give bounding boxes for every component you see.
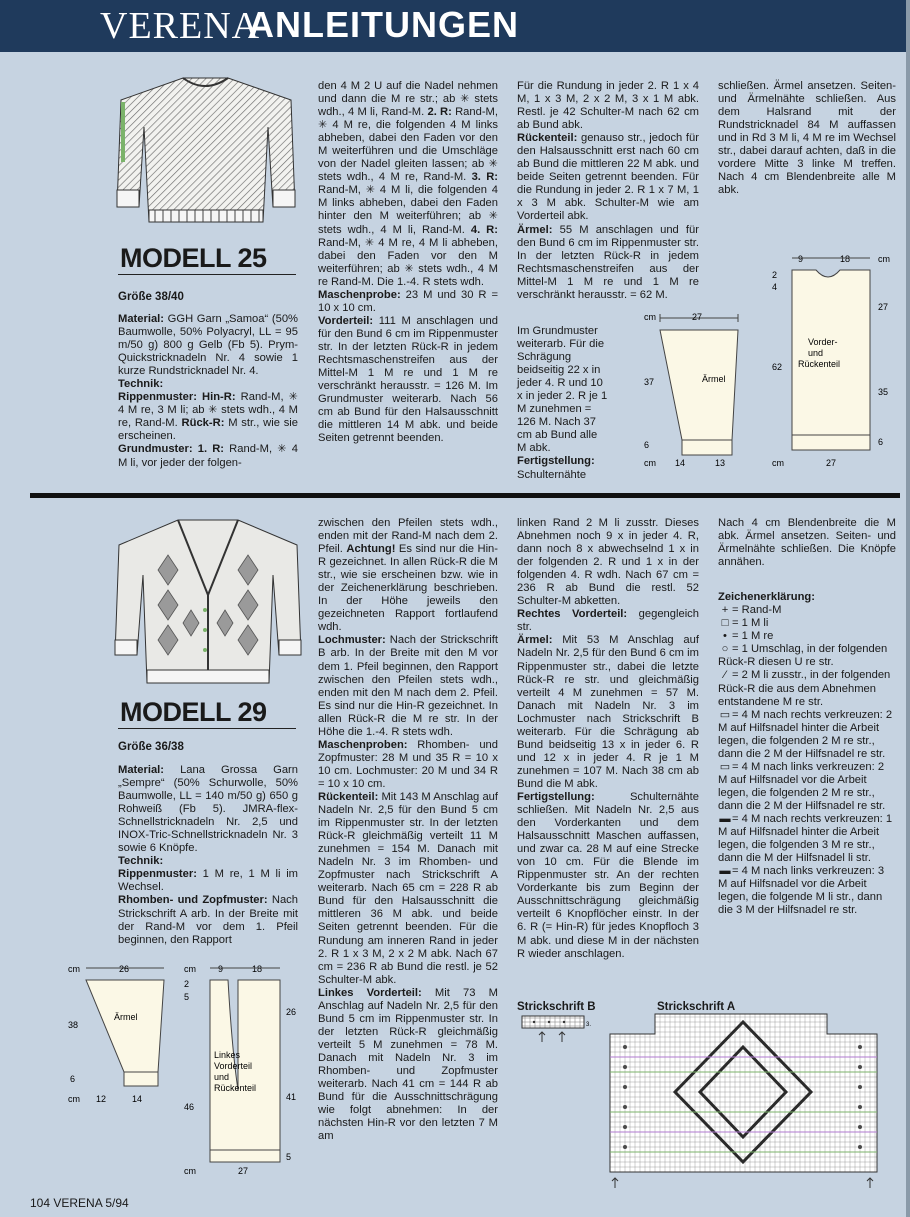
sleeve29-cm-bot: cm [68, 1094, 80, 1104]
sleeve-label: Ärmel [702, 374, 726, 384]
body29-width-bot: 27 [238, 1166, 249, 1176]
model-29-size: Größe 36/38 [118, 741, 184, 753]
body-h3: 35 [878, 387, 889, 397]
body29-h1: 26 [286, 1007, 297, 1017]
m25-technik: Technik: [118, 378, 164, 391]
legend-title: Zeichenerklärung: [718, 591, 815, 604]
m25-grund: Grundmuster: 1. R: Rand-M, ✳ 4 M li, vor jeder der folgen- [118, 443, 298, 469]
model-25-col-2: den 4 M 2 U auf die Nadel nehmen und dann die M re str.; ab ✳ stets wdh., 4 M li, Rand-M. 2. R: Rand-M, ✳ 4 M re, die folgenden 4 M links abheben, dabei den Faden vor den M weiterführen und die Umschläge von der Nadel gleiten lassen; ab ✳ stets wdh., 4 M re, Rand-M. 3. R: Rand-M, ✳ 4 M li, die folgenden 4 M links abheben, dabei den Faden hinter den M weiterführen; ab ✳ stets wdh., 4 M li, Rand-M. 4. R: Rand-M, ✳ 4 M re, 4 M li abheben, dabei den Faden vor den M weiterführen; ab ✳ stets wdh., 4 M re Rand-M. Die 1.-4. R stets wdh. Maschenprobe: 23 M und 30 R = 10 x 10 cm. Vorderteil: 111 M anschlagen und für den Bund 6 cm im Rippenmuster str. In der letzten Rück-R in jedem Rechtsmaschenstreifen aus der Mittel-M 1 M re und 1 M re verschränkt herausstr. = 126 M. Im Grundmuster weiterarb. Nach 56 cm ab Bund für den Halsausschnitt die mittleren 14 M abk. und beide Seiten getrennt beenden. [318, 80, 498, 445]
model-25-col-3b: Im Grundmuster weiterarb. Für die Schrägung beidseitig 22 x in jeder 4. R und 10 x in jeder 2. R je 1 M zunehmen = 126 M. Nach 37 cm ab Bund alle M abk. Fertigstellung: Schulternähte [517, 325, 608, 481]
sweater-25-illustration [113, 72, 298, 232]
body29-s1: 2 [184, 979, 190, 989]
body-cm-bot: cm [772, 458, 784, 468]
body-cm-top: cm [878, 254, 890, 264]
sleeve29-w2: 14 [132, 1094, 143, 1104]
body29-cm-top: cm [184, 964, 196, 974]
sleeve29-cuff: 6 [70, 1074, 76, 1084]
section-divider [30, 493, 900, 498]
m25-sleeve-schematic [640, 310, 740, 475]
model-29-title: MODELL 29 [120, 697, 267, 727]
sleeve-cuff-height: 6 [644, 440, 650, 450]
chart-b-title: Strickschrift B [517, 1001, 596, 1013]
body-shoulder1: 2 [772, 270, 778, 280]
sleeve29-w1: 12 [96, 1094, 107, 1104]
body29-top2: 18 [252, 964, 263, 974]
m29-sleeve-schematic [64, 960, 174, 1110]
svg-text:3.: 3. [586, 1022, 592, 1028]
m25-rippen: Rippenmuster: Hin-R: Rand-M, ✳ 4 M re, 3 M li; ab ✳ stets wdh., 4 M re, Rand-M. Rück-R: M str., wie sie erscheinen. [118, 391, 298, 443]
body-shoulder2: 4 [772, 282, 778, 292]
section-title: ANLEITUNGEN [248, 4, 519, 45]
body-h4: 6 [878, 437, 884, 447]
chart-a-title: Strickschrift A [657, 1001, 736, 1013]
chart-b-grid [520, 1014, 600, 1044]
body-label2: und [808, 348, 824, 358]
body29-h3: 41 [286, 1092, 297, 1102]
model-29-rule [118, 728, 296, 729]
cardigan-29-illustration [113, 515, 303, 690]
model-29-col-3: linken Rand 2 M li zusstr. Dieses Abnehmen noch 9 x in jeder 4. R, dann noch 8 x abwechselnd 1 x in der folgenden 2. R und 1 x in der folgenden 4. R wdh. Nach 67 cm = 236 R ab Bund die restl. 52 Schulter-M abketten. Rechtes Vorderteil: gegengleich str. Ärmel: Mit 53 M Anschlag auf Nadeln Nr. 2,5 für den Bund 6 cm im Rippenmuster str., dabei die letzte Rück-R re str. und gleichmäßig verteilt 4 M zunehmen = 57 M. Danach mit Nadeln Nr. 3 im Lochmuster nach Strickschrift B weiterarb. Für die Schrägung ab Bund beidseitig 13 x in jeder 6. R und 12 x in jeder 4. R je 1 M zunehmen = 107 M. Nach 38 cm ab Bund die M abk. Fertigstellung: Schulternähte schließen. Mit Nadeln Nr. 2,5 aus den Vorderkanten und dem Halsausschnitt Maschen auffassen, und zwar ca. 28 M auf eine Strecke von 10 cm. Für die Blende im Rippenmuster str. An der rechten Vorderkante bis zum Beginn der Ausschnittschrägung gleichmäßig verteilt 6 Knopflöcher einstr. In der 6. R (= Hin-R) für jedes Knopfloch 3 M abk. und diese M in der nächsten R wieder anschlagen. [517, 517, 699, 960]
m29-body-schematic [180, 960, 305, 1180]
m25-body-schematic [768, 250, 898, 475]
body29-h2: 46 [184, 1102, 195, 1112]
sleeve-cm-bot: cm [644, 458, 656, 468]
body-h2: 62 [772, 362, 783, 372]
body29-label3: und [214, 1072, 230, 1082]
body29-label4: Rückenteil [214, 1083, 257, 1093]
brand-logo: VERENA [100, 5, 261, 47]
body29-label2: Vorderteil [214, 1061, 253, 1071]
body-top2: 18 [840, 254, 851, 264]
legend: + = Rand-M □ = 1 M li • = 1 M re ○ = 1 Umschlag, in der folgenden Rück-R diesen U re str. ⁄ = 2 M li zusstr., in der folgenden Rück-R die aus dem Abnehmen entstandene M re str. ▭ = 4 M nach rechts verkreuzen: 2 M auf Hilfsnadel hinter die Arbeit legen, die folgenden 2 M re str., dann die 2 M der Hilfsnadel re str. ▭ = 4 M nach links verkreuzen: 2 M auf Hilfsnadel vor die Arbeit legen, die folgenden 2 M re str., dann die 2 M der Hilfsnadel re str. ▬= 4 M nach rechts verkreuzen: 1 M auf Hilfsnadel hinter die Arbeit legen, die folgenden 3 M re str., dann die M der Hilfsnadel li str. ▬= 4 M nach links verkreuzen: 3 M auf Hilfsnadel vor die Arbeit legen, die folgende M li str., dann die 3 M der Hilfsnadel re str. [718, 604, 893, 917]
body-label1: Vorder- [808, 337, 838, 347]
sleeve-width-bot1: 14 [675, 458, 686, 468]
body29-label1: Linkes [214, 1050, 241, 1060]
sleeve29-height: 38 [68, 1020, 79, 1030]
body-h1: 27 [878, 302, 889, 312]
model-25-rule [118, 274, 296, 275]
sleeve-width-top: 27 [692, 312, 703, 322]
model-25-title: MODELL 25 [120, 243, 267, 273]
page-spine [906, 0, 910, 1217]
body-label3: Rückenteil [798, 359, 841, 369]
page-footer: 104 VERENA 5/94 [30, 1196, 129, 1210]
body29-cm-bot: cm [184, 1166, 196, 1176]
model-25-col-1 [118, 313, 298, 470]
sleeve-cm-top: cm [644, 312, 656, 322]
model-25-size: Größe 38/40 [118, 291, 184, 303]
sleeve29-label: Ärmel [114, 1012, 138, 1022]
model-29-col-2: zwischen den Pfeilen stets wdh., enden mit der Rand-M nach dem 2. Pfeil. Achtung! Es sind nur die Hin-R gezeichnet. In allen Rück-R die M str., wie sie erscheinen bzw. wie in der Zeichenerklärung beschrieben. In der Höhe jeweils den gezeichneten Rapport fortlaufend wdh. Lochmuster: Nach der Strickschrift B arb. In der Breite mit den M vor dem 1. Pfeil beginnen, den Rapport zwischen den Pfeilen stets wdh., enden mit den M nach dem 2. Pfeil. Es sind nur die Hin-R gezeichnet. In allen Rück-R die M re str. In der Höhe die 1.-4. R stets wdh. Maschenproben: Rhomben- und Zopfmuster: 28 M und 35 R = 10 x 10 cm. Lochmuster: 20 M und 34 R = 10 x 10 cm. Rückenteil: Mit 143 M Anschlag auf Nadeln Nr. 2,5 für den Bund 5 cm im Rippenmuster str. In der letzten Rück-R gleichmäßig verteilt 11 M zunehmen = 154 M. Danach mit Nadeln Nr. 3 im Rhomben- und Zopfmuster nach Strickschrift A weiterarb. Nach 65 cm = 228 R ab Bund für den Halsausschnitt die mittleren 36 M abk. und beide Seiten getrennt beenden. Für die Rundung am inneren Rand in jeder 2. R 1 x 3 M, 2 x 2 M abk. Nach 67 cm = 236 R ab Bund die restl. je 52 Schulter-M abk. Linkes Vorderteil: Mit 73 M Anschlag auf Nadeln Nr. 2,5 für den Bund 5 cm im Rippenmuster str. In der letzten Rück-R gleichmäßig verteilt 5 M zunehmen = 78 M. Danach mit Nadeln Nr. 3 im Rhomben- und Zopfmuster weiterarb. Nach 41 cm = 144 R ab Bund für die Ausschnittschrägung wie folgt abnehmen: In der nächsten Hin-R vor den letzten 7 M am [318, 517, 499, 1143]
page-header [0, 0, 910, 52]
body29-s2: 5 [184, 992, 190, 1002]
body29-top1: 9 [218, 964, 224, 974]
chart-a-grid [605, 1012, 890, 1190]
body-width-bot: 27 [826, 458, 837, 468]
model-29-col-1: Material: Lana Grossa Garn „Sempre“ (50% Schurwolle, 50% Baumwolle, LL = 140 m/50 g) 650 g Rohweiß (Fb 5). JMRA-flex-Schnellstricknadeln Nr. 2,5 und INOX-Tric-Schnellstricknadeln Nr. 3 sowie 6 Knöpfe. Technik: Rippenmuster: 1 M re, 1 M li im Wechsel. Rhomben- und Zopfmuster: Nach Strickschrift A arb. In der Breite mit der Rand-M vor dem 1. Pfeil beginnen, den Rapport [118, 764, 298, 946]
sleeve-height: 37 [644, 377, 655, 387]
sleeve-width-bot2: 13 [715, 458, 726, 468]
sleeve29-width-top: 26 [119, 964, 130, 974]
body-top1: 9 [798, 254, 804, 264]
model-29-col-4: Nach 4 cm Blendenbreite die M abk. Ärmel ansetzen. Seiten- und Ärmelnähte schließen. Die Knöpfe annähen. Zeichenerklärung: + = Rand-M □ = 1 M li • = 1 M re ○ = 1 Umschlag, in der folgenden Rück-R diesen U re str. ⁄ = 2 M li zusstr., in der folgenden Rück-R die aus dem Abnehmen entstandene M re str. ▭ = 4 M nach rechts verkreuzen: 2 M auf Hilfsnadel hinter die Arbeit legen, die folgenden 2 M re str., dann die 2 M der Hilfsnadel re str. ▭ = 4 M nach links verkreuzen: 2 M auf Hilfsnadel vor die Arbeit legen, die folgenden 2 M re str., dann die 2 M der Hilfsnadel re str. ▬= 4 M nach rechts verkreuzen: 1 M auf Hilfsnadel hinter die Arbeit legen, die folgenden 3 M re str., dann die M der Hilfsnadel li str. ▬= 4 M nach links verkreuzen: 3 M auf Hilfsnadel vor die Arbeit legen, die folgende M li str., dann die 3 M der Hilfsnadel re str. [718, 517, 896, 917]
body29-h4: 5 [286, 1152, 292, 1162]
sleeve29-cm-top: cm [68, 964, 80, 974]
model-25-col-3: Für die Rundung in jeder 2. R 1 x 4 M, 1 x 3 M, 2 x 2 M, 3 x 1 M abk. Restl. je 42 Schulter-M nach 62 cm ab Bund abk. Rückenteil: genauso str., jedoch für den Halsausschnitt erst nach 60 cm ab Bund die mittleren 22 M abk. und beide Seiten getrennt beenden. Für die Rundung in jeder 2. R 1 x 7 M, 1 x 3 M abk. Schulter-M wie am Vorderteil abk. Ärmel: 55 M anschlagen und für den Bund 6 cm im Rippenmuster str. In der letzten Rück-R in jedem Rechtsmaschenstreifen aus der Mittel-M 1 M re und 1 M re verschränkt herausstr. = 62 M. [517, 80, 699, 301]
m25-material: Material: GGH Garn „Samoa“ (50% Baumwolle, 50% Polyacryl, LL = 95 m/50 g) 800 g Gelb (Fb 5). Prym-Quickstricknadeln Nr. 4 sowie 1 kurze Rundstricknadel Nr. 4. [118, 313, 298, 378]
model-25-col-4: schließen. Ärmel ansetzen. Seiten- und Ärmelnähte schließen. Aus dem Halsrand mit der Rundstricknadel 84 M auffassen und in Rd 3 M li, 4 M re im Wechsel str., dabei darauf achten, daß in die vordere Mitte 3 linke M treffen. Nach 4 cm Blendenbreite alle M abk. [718, 80, 896, 197]
